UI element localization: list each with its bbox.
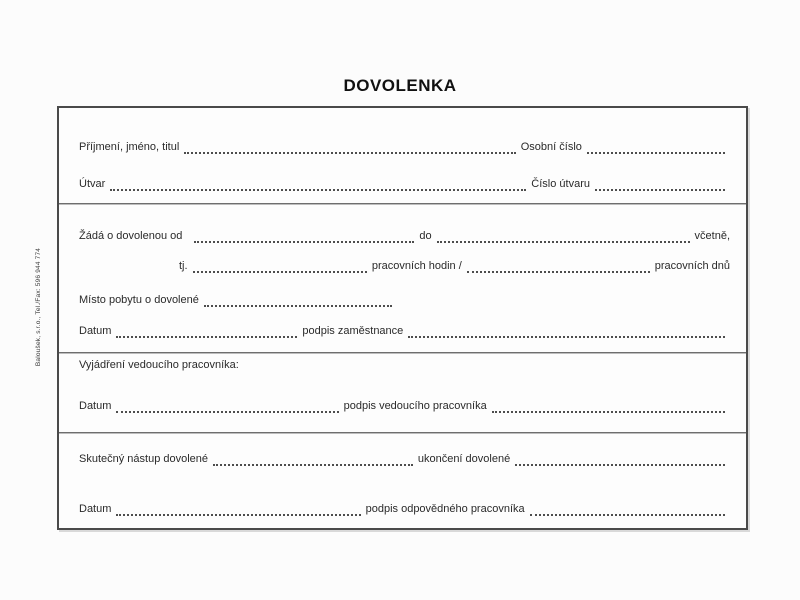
dotted-field-name [184, 142, 515, 154]
row-vacation-dates [79, 230, 730, 243]
dotted-field-supervisor-signature [492, 401, 725, 413]
section-divider-3 [59, 432, 746, 434]
row-actual-start-end [79, 453, 730, 466]
vacation-form [57, 106, 748, 530]
label-department: Útvar [79, 178, 106, 190]
row-date-supervisor-signature [79, 400, 730, 413]
row-department [79, 178, 730, 191]
label-date: Datum [79, 400, 112, 412]
label-ie: tj. [179, 260, 188, 272]
dotted-field-date-from [194, 231, 414, 243]
page-title: DOVOLENKA [343, 76, 457, 95]
dotted-field-personal-number [587, 142, 725, 154]
dotted-field-date-supervisor [116, 401, 338, 413]
label-date: Datum [79, 325, 112, 337]
section-divider-1 [59, 203, 746, 205]
row-name-personal-number [79, 141, 730, 154]
dotted-field-actual-start [213, 454, 413, 466]
label-department-number: Číslo útvaru [531, 178, 590, 190]
dotted-field-date-responsible [116, 504, 360, 516]
label-personal-number: Osobní číslo [520, 141, 582, 153]
label-working-hours: pracovních hodin / [371, 260, 462, 272]
row-supervisor-statement [79, 359, 730, 372]
label-responsible-signature: podpis odpovědného pracovníka [365, 503, 525, 515]
row-date-employee-signature [79, 325, 730, 338]
dotted-field-working-days [467, 261, 650, 273]
label-vacation-location: Místo pobytu o dovolené [79, 294, 199, 306]
label-employee-signature: podpis zaměstnance [302, 325, 404, 337]
dotted-field-date-employee [116, 326, 297, 338]
label-working-days: pracovních dnů [654, 260, 730, 272]
dotted-field-working-hours [193, 261, 367, 273]
printer-imprint: Baloušek, s.r.o., Tel./Fax: 596 944 774 [35, 247, 42, 367]
label-vacation-end: ukončení dovolené [417, 453, 511, 465]
label-supervisor-statement: Vyjádření vedoucího pracovníka: [79, 359, 239, 371]
label-inclusive: včetně, [694, 230, 730, 242]
dotted-field-location [204, 295, 392, 307]
label-actual-start: Skutečný nástup dovolené [79, 453, 209, 465]
label-to: do [419, 230, 432, 242]
dotted-field-responsible-signature [530, 504, 725, 516]
dotted-field-vacation-end [515, 454, 725, 466]
label-requests-vacation-from: Žádá o dovolenou od [79, 230, 183, 242]
row-date-responsible-signature [79, 503, 730, 516]
dotted-field-department-number [595, 179, 725, 191]
row-hours-days [179, 260, 730, 273]
label-date: Datum [79, 503, 112, 515]
row-vacation-location [79, 294, 730, 307]
dotted-field-department [110, 179, 526, 191]
dotted-field-employee-signature [408, 326, 725, 338]
dotted-field-date-to [437, 231, 690, 243]
label-supervisor-signature: podpis vedoucího pracovníka [343, 400, 487, 412]
label-surname-name-title: Příjmení, jméno, titul [79, 141, 180, 153]
section-divider-2 [59, 352, 746, 354]
